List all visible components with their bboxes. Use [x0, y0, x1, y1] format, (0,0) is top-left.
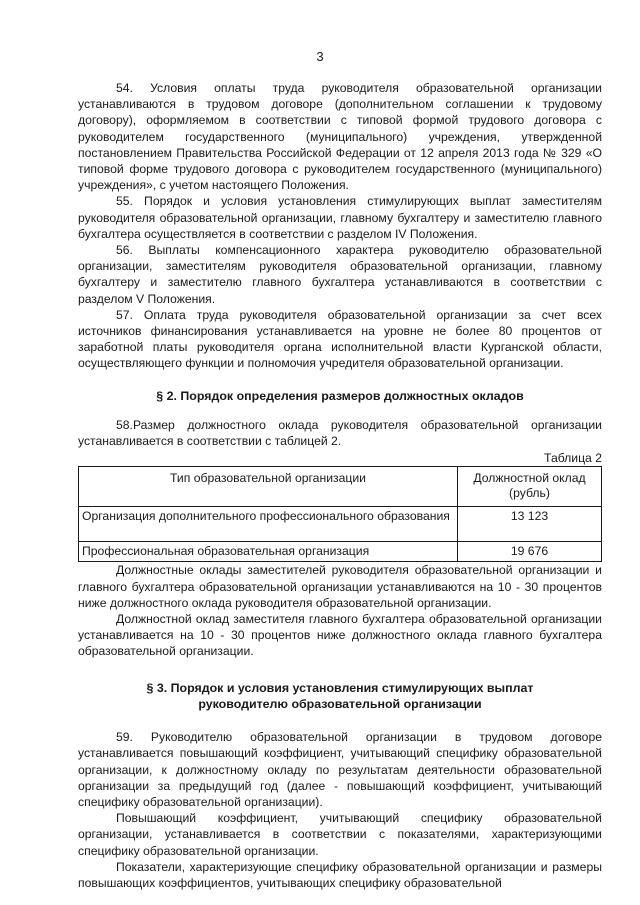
section-3-heading-line-1: § 3. Порядок и условия установления стимулирующих выплат — [146, 680, 534, 695]
table-caption: Таблица 2 — [544, 451, 602, 466]
table-header-salary: Должностной оклад (рубль) — [458, 467, 602, 507]
section-3-heading-line-2: руководителю образовательной организации — [198, 696, 482, 711]
section-2-heading: § 2. Порядок определения размеров должностных окладов — [156, 388, 524, 403]
page-number: 3 — [316, 49, 324, 64]
paragraph-55: 55. Порядок и условия установления стимулирующих выплат заместителям руководителя образовательной организации, главному бухгалтеру и заместителю главного бухгалтера осуществляется в соответствии с разделом IV Положения. — [78, 194, 602, 241]
table-header-type: Тип образовательной организации — [79, 467, 458, 507]
paragraph-deputies-salary: Должностные оклады заместителей руководителя образовательной организации и главного бухгалтера образовательной организации устанавливаются на 10 - 30 процентов ниже должностного оклада руководителя образовательной организации. — [78, 563, 602, 610]
table-header-row — [79, 467, 602, 507]
salary-table — [78, 466, 602, 562]
table-cell-salary: 19 676 — [458, 542, 602, 562]
table-cell-salary: 13 123 — [458, 507, 602, 542]
paragraph-indicators: Показатели, характеризующие специфику образовательной организации и размеры повышающих коэффициентов, учитывающих специфику образовательной — [78, 859, 602, 890]
table-row — [79, 507, 602, 542]
paragraph-57: 57. Оплата труда руководителя образовательной организации за счет всех источников финансирования устанавливается на уровне не более 80 процентов от заработной платы руководителя органа исполнительной власти Курганской области, осуществляющего функции и полномочия учредителя образовательной организации. — [78, 307, 602, 371]
paragraph-59: 59. Руководителю образовательной организации в трудовом договоре устанавливается повышающий коэффициент, учитывающий специфику образовательной организации, к должностному окладу по результатам деятельности образовательной организации за предыдущий год (далее - повышающий коэффициент, учитывающий специфику образовательной организации). — [78, 730, 602, 809]
paragraph-56: 56. Выплаты компенсационного характера руководителю образовательной организации, заместителям руководителя образовательной организации, главному бухгалтеру и заместителю главного бухгалтера устанавливаются в соответствии с разделом V Положения. — [78, 243, 602, 306]
paragraph-58: 58.Размер должностного оклада руководителя образовательной организации устанавливается в соответствии с таблицей 2. — [78, 417, 602, 449]
paragraph-deputy-accountant-salary: Должностной оклад заместителя главного бухгалтера образовательной организации устанавливается на 10 - 30 процентов ниже должностного оклада главного бухгалтера образовательной организации. — [78, 612, 602, 659]
table-cell-type: Организация дополнительного профессионального образования — [79, 507, 458, 542]
document-body — [78, 80, 602, 891]
paragraph-54: 54. Условия оплаты труда руководителя образовательной организации устанавливаются в трудовом договоре (дополнительном соглашении к трудовому договору), оформляемом в соответствии с типовой формой трудового договора с руководителем государственного (муниципального) учреждения, утвержденной постановлением Правительства Российской Федерации от 12 апреля 2013 года № 329 «О типовой форме трудового договора с руководителем государственного (муниципального) учреждения», с учетом настоящего Положения. — [78, 81, 602, 193]
paragraph-coefficient: Повышающий коэффициент, учитывающий специфику образовательной организации, устанавливается в соответствии с показателями, характеризующими специфику образовательной организации. — [78, 811, 602, 858]
table-cell-type: Профессиональная образовательная организация — [79, 542, 458, 562]
table-row — [79, 542, 602, 562]
section-3-heading — [78, 680, 602, 712]
